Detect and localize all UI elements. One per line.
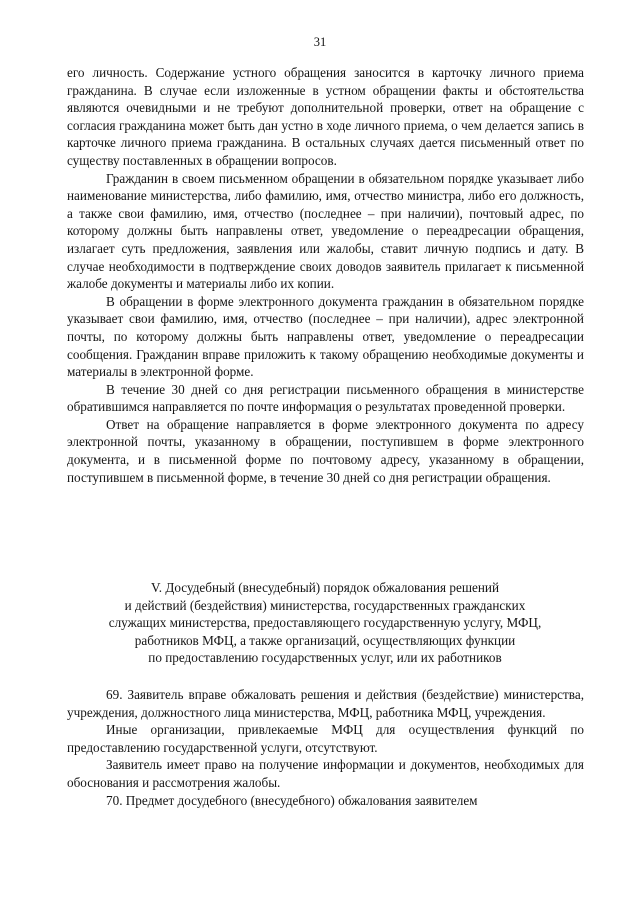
paragraph-right-to-information: Заявитель имеет право на получение информации и документов, необходимых для обоснования и рассмотрения жалобы. [67, 757, 584, 790]
page-number: 31 [313, 35, 327, 49]
paragraph-30-days: В течение 30 дней со дня регистрации письменного обращения в министерстве обратившимся направляется по почте информация о результатах проведенной проверки. [67, 381, 584, 415]
paragraph-other-organizations: Иные организации, привлекаемые МФЦ для осуществления функций по предоставлению государственной услуги, отсутствуют. [67, 722, 584, 755]
paragraph-continuation: его личность. Содержание устного обращения заносится в карточку личного приема гражданина. В случае если изложенные в устном обращении факты и обстоятельства являются очевидными и не требуют дополнительной проверки, ответ на обращение с согласия гражданина может быть дан устно в ходе личного приема, о чем делается запись в карточке личного приема гражданина. В остальных случаях дается письменный ответ по существу поставленных в обращении вопросов. [67, 65, 584, 168]
section-heading-line: служащих министерства, предоставляющего государственную услугу, МФЦ, [108, 615, 542, 631]
body-text-bottom [67, 686, 584, 809]
paragraph-written-appeal: Гражданин в своем письменном обращении в обязательном порядке указывает либо наименование министерства, либо фамилию, имя, отчество министра, либо его должность, а также свои фамилию, имя, отчество (последнее – при наличии), почтовый адрес, по которому должны быть направлены ответ, уведомление о переадресации обращения, излагает суть предложения, заявления или жалобы, ставит личную подпись и дату. В случае необходимости в подтверждение своих доводов заявитель прилагает к письменной жалобе документы и материалы либо их копии. [67, 170, 584, 292]
paragraph-response-delivery: Ответ на обращение направляется в форме электронного документа по адресу электронной почты, указанному в обращении, поступившем в форме электронного документа, и в письменной форме по почтовому адресу, указанному в обращении, поступившем в письменной форме, в течение 30 дней со дня регистрации обращения. [67, 416, 584, 485]
section-heading-line: работников МФЦ, а также организаций, осуществляющих функции [134, 632, 516, 648]
body-text-top [67, 64, 584, 486]
paragraph-item-69: 69. Заявитель вправе обжаловать решения и действия (бездействие) министерства, учреждения, должностного лица министерства, МФЦ, работника МФЦ, учреждения. [67, 687, 584, 720]
paragraph-item-70: 70. Предмет досудебного (внесудебного) обжалования заявителем [106, 792, 478, 808]
section-heading-line: и действий (бездействия) министерства, государственных гражданских [124, 597, 526, 613]
section-heading-line: V. Досудебный (внесудебный) порядок обжалования решений [150, 580, 500, 595]
section-heading [40, 579, 610, 667]
paragraph-electronic-appeal: В обращении в форме электронного документа гражданин в обязательном порядке указывает свои фамилию, имя, отчество (последнее – при наличии), адрес электронной почты, по которому должны быть направлены ответ, уведомление о переадресации сообщения. Гражданин вправе приложить к такому обращению необходимые документы и материалы в электронной форме. [67, 293, 584, 380]
section-heading-line: по предоставлению государственных услуг, или их работников [148, 650, 502, 666]
